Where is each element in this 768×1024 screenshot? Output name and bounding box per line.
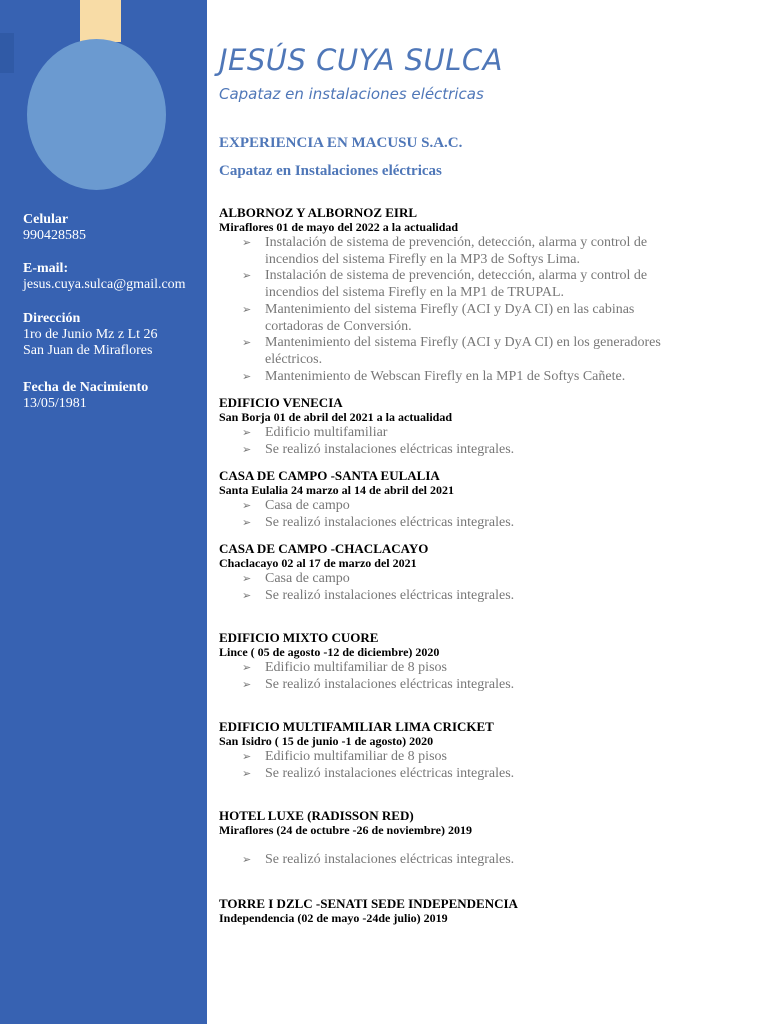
job-bullets	[219, 571, 759, 604]
job-bullets	[219, 660, 759, 693]
job-dates: San Isidro ( 15 de junio -1 de agosto) 2020	[219, 734, 434, 748]
job-dates: Miraflores 01 de mayo del 2022 a la actualidad	[219, 220, 459, 234]
bullet-text: Se realizó instalaciones eléctricas integrales.	[265, 514, 515, 530]
arrowhead-bullet-icon: ➢	[242, 499, 252, 512]
job-company: EDIFICIO VENECIA	[219, 395, 343, 410]
job-bullets	[219, 235, 759, 385]
job-company: ALBORNOZ Y ALBORNOZ EIRL	[219, 205, 418, 220]
job-dates: Lince ( 05 de agosto -12 de diciembre) 2020	[219, 645, 440, 659]
job-company: CASA DE CAMPO -CHACLACAYO	[219, 541, 429, 556]
list-item	[219, 660, 665, 677]
bullet-text: Se realizó instalaciones eléctricas integrales.	[265, 441, 515, 457]
arrowhead-bullet-icon: ➢	[242, 766, 252, 780]
contact-birth	[23, 380, 148, 412]
bullet-text: Edificio multifamiliar	[265, 425, 388, 440]
list-item	[219, 749, 665, 766]
photo-placeholder	[27, 39, 166, 190]
bullet-text: Mantenimiento de Webscan Firefly en la MP1 de Softys Cañete.	[265, 368, 626, 384]
bullet-text: Casa de campo	[265, 571, 350, 586]
job-company: TORRE I DZLC -SENATI SEDE INDEPENDENCIA	[219, 896, 518, 911]
list-item	[219, 369, 665, 386]
job-entry	[219, 896, 759, 926]
arrowhead-bullet-icon: ➢	[242, 588, 252, 602]
arrowhead-bullet-icon: ➢	[242, 269, 252, 283]
bullet-text: Edificio multifamiliar de 8 pisos	[265, 660, 447, 675]
arrowhead-bullet-icon: ➢	[242, 661, 252, 674]
job-bullets	[219, 749, 759, 782]
bullet-text: Instalación de sistema de prevención, detección, alarma y control de incendios del sistema Firefly en la MP1 de TRUPAL.	[265, 268, 648, 301]
job-bullets	[219, 498, 759, 531]
job-entry	[219, 541, 759, 604]
email-value: jesus.cuya.sulca@gmail.com	[23, 277, 186, 292]
contact-address	[23, 311, 158, 359]
job-entry	[219, 630, 759, 693]
job-company: HOTEL LUXE (RADISSON RED)	[219, 808, 414, 823]
job-dates: Chaclacayo 02 al 17 de marzo del 2021	[219, 556, 417, 570]
arrowhead-bullet-icon: ➢	[242, 572, 252, 585]
job-entry	[219, 808, 759, 869]
bullet-text: Se realizó instalaciones eléctricas integrales.	[265, 765, 515, 781]
list-item	[219, 571, 665, 588]
arrowhead-bullet-icon: ➢	[242, 302, 252, 316]
list-item	[219, 442, 665, 459]
job-entry	[219, 719, 759, 782]
section-role: Capataz en Instalaciones eléctricas	[219, 163, 442, 179]
list-item	[219, 766, 665, 783]
email-label: E-mail:	[23, 261, 69, 276]
arrowhead-bullet-icon: ➢	[242, 677, 252, 691]
list-item	[219, 235, 665, 268]
arrowhead-bullet-icon: ➢	[242, 853, 252, 866]
birth-value: 13/05/1981	[23, 396, 87, 411]
arrowhead-bullet-icon: ➢	[242, 515, 252, 529]
job-company: EDIFICIO MIXTO CUORE	[219, 630, 379, 645]
job-title: Capataz en instalaciones eléctricas	[219, 85, 484, 103]
list-item	[219, 425, 665, 442]
list-item	[219, 677, 665, 694]
contact-phone	[23, 212, 86, 244]
list-item	[219, 302, 665, 335]
bullet-text: Mantenimiento del sistema Firefly (ACI y DyA CI) en las cabinas cortadoras de Conversión.	[265, 301, 635, 334]
section-title: EXPERIENCIA EN MACUSU S.A.C.	[219, 135, 463, 151]
job-dates: Independencia (02 de mayo -24de julio) 2019	[219, 911, 448, 925]
phone-value: 990428585	[23, 228, 86, 243]
list-item	[219, 335, 665, 368]
arrowhead-bullet-icon: ➢	[242, 369, 252, 383]
bullet-text: Casa de campo	[265, 498, 350, 513]
sidebar	[0, 0, 207, 1024]
job-entry	[219, 468, 759, 531]
contact-email	[23, 261, 186, 293]
arrowhead-bullet-icon: ➢	[242, 236, 252, 249]
job-company: CASA DE CAMPO -SANTA EULALIA	[219, 468, 440, 483]
decorative-ribbon	[80, 0, 121, 42]
job-dates: Miraflores (24 de octubre -26 de noviembre) 2019	[219, 823, 472, 837]
decorative-tab	[0, 33, 14, 73]
arrowhead-bullet-icon: ➢	[242, 426, 252, 439]
list-item	[219, 588, 665, 605]
address-line1: 1ro de Junio Mz z Lt 26	[23, 327, 158, 342]
job-company: EDIFICIO MULTIFAMILIAR LIMA CRICKET	[219, 719, 494, 734]
job-bullets	[219, 425, 759, 458]
bullet-text: Mantenimiento del sistema Firefly (ACI y DyA CI) en los generadores eléctricos.	[265, 335, 661, 367]
list-item	[219, 498, 665, 515]
person-name: JESÚS CUYA SULCA	[219, 43, 504, 77]
arrowhead-bullet-icon: ➢	[242, 750, 252, 763]
address-line2: San Juan de Miraflores	[23, 343, 153, 358]
phone-label: Celular	[23, 212, 69, 227]
arrowhead-bullet-icon: ➢	[242, 442, 252, 456]
job-entry	[219, 205, 759, 385]
job-dates: San Borja 01 de abril del 2021 a la actualidad	[219, 410, 453, 424]
job-dates: Santa Eulalia 24 marzo al 14 de abril del 2021	[219, 483, 455, 497]
bullet-text: Se realizó instalaciones eléctricas integrales.	[265, 676, 515, 692]
birth-label: Fecha de Nacimiento	[23, 380, 149, 395]
list-item	[219, 268, 665, 301]
bullet-text: Se realizó instalaciones eléctricas integrales.	[265, 587, 515, 603]
job-entry	[219, 395, 759, 458]
job-bullets	[219, 852, 759, 869]
bullet-text: Instalación de sistema de prevención, detección, alarma y control de incendios del sistema Firefly en la MP3 de Softys Lima.	[265, 235, 648, 267]
list-item	[219, 852, 665, 869]
list-item	[219, 515, 665, 532]
spacer	[219, 838, 759, 852]
bullet-text: Edificio multifamiliar de 8 pisos	[265, 749, 447, 764]
address-label: Dirección	[23, 311, 81, 326]
bullet-text: Se realizó instalaciones eléctricas integrales.	[265, 852, 515, 867]
arrowhead-bullet-icon: ➢	[242, 336, 252, 350]
